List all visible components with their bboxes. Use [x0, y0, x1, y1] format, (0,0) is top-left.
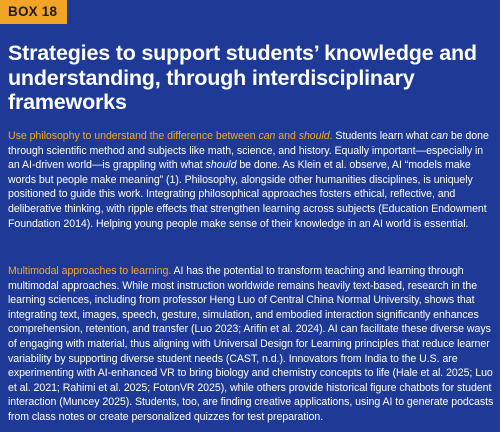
section-philosophy-body: Students learn what can be done through scientific method and subjects like math, science, and history. Equally important—especially in an AI-driven world—is grappling with what should be done. As Klein et al. observe, AI “models make words but people make meaning” (1). Philosophy, alongside other humanities disciplines, is uniquely positioned to guide this work. Integrating philosophical approaches fosters ethical, reflective, and deliberative thinking, with ripple effects that strengthen learning across subjects (Education Endowment Foundation 2014). Helping young people make sense of their knowledge in an AI world is essential. — [8, 130, 489, 230]
section-philosophy — [8, 129, 496, 231]
section-multimodal-heading: Multimodal approaches to learning. — [8, 265, 172, 277]
box-label: BOX 18 — [0, 0, 67, 24]
section-multimodal — [8, 264, 496, 425]
section-philosophy-heading: Use philosophy to understand the difference between can and should. — [8, 130, 333, 142]
box-title: Strategies to support students’ knowledge and understanding, through interdisciplinary frameworks — [8, 41, 477, 114]
section-multimodal-body: AI has the potential to transform teaching and learning through multimodal approaches. While most instruction worldwide remains heavily text-based, research in the learning sciences, including from professor Heng Luo of Central China Normal University, shows that integrating text, images, speech, gesture, simulation, and embodied interaction significantly enhances comprehension, retention, and transfer (Luo 2023; Arifin et al. 2024). AI can facilitate these diverse ways of engaging with material, thus aligning with Universal Design for Learning principles that reduce learner variability by supporting diverse student needs (CAST, n.d.). Innovators from India to the U.S. are experimenting with AI-enhanced VR to bring biology and chemistry concepts to life (Hale et al. 2025; Luo et al. 2021; Rahimi et al. 2025; FotonVR 2025), while others provide historical figure chatbots for student interaction (Muncey 2025). Students, too, are finding creative applications, using AI to generate podcasts from class notes or create personalized quizzes for test preparation. — [8, 265, 494, 423]
